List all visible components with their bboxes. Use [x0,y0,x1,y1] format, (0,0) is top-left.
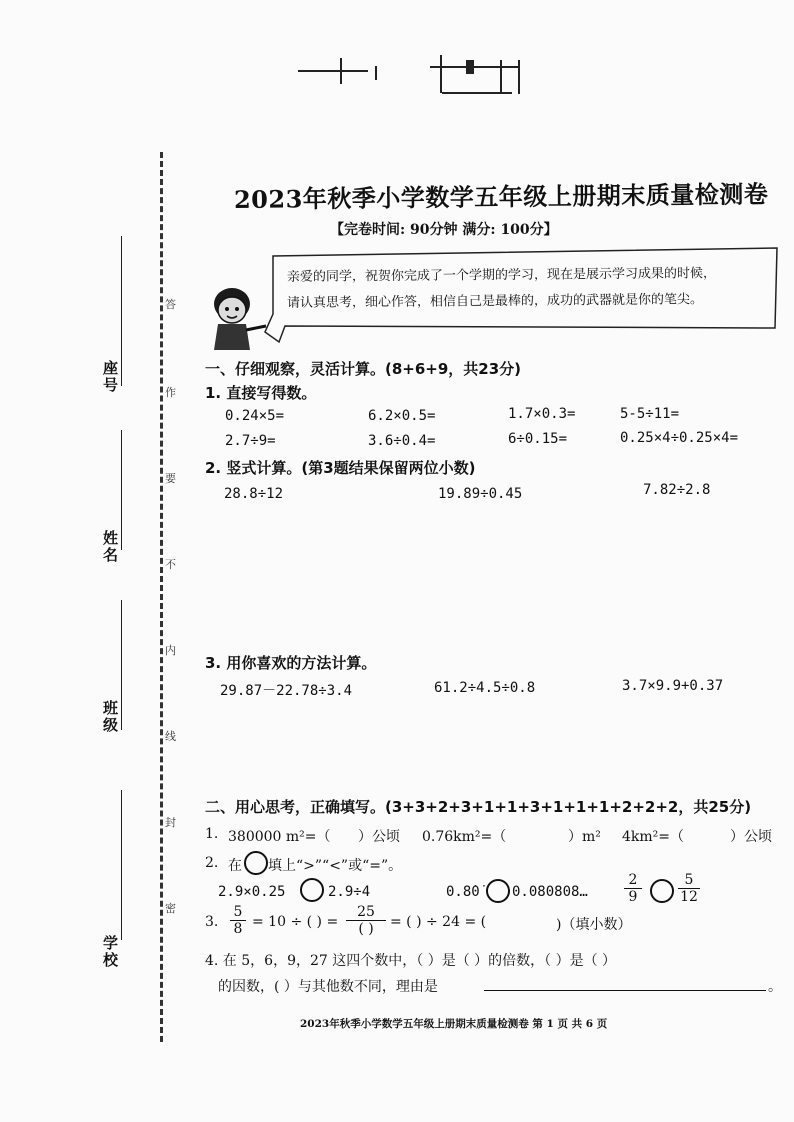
fraction-two-ninths [624,872,642,905]
q3-label: 3. 用你喜欢的方法计算。 [205,654,377,672]
s2-q3-eq2: = ( ) ÷ 24 = ( [390,914,487,930]
vertical-calc-item: 28.8÷12 [224,486,284,502]
compare-circle-icon[interactable] [650,879,674,903]
school-label: 学校 [101,935,119,969]
s2-q1-part3: 4km²=（ [622,829,685,845]
s2-q4-period: 。 [768,979,782,995]
compare-circle-icon [244,851,268,875]
vertical-calc-item: 7.82÷2.8 [643,482,711,498]
vertical-calc-item: 19.89÷0.45 [438,486,523,502]
q2-label: 2. 竖式计算。(第3题结果保留两位小数) [205,459,476,477]
s2-q1-part3-unit: ）公顷 [730,829,772,845]
s2-q2-post: 填上“>”“<”或“=”。 [268,858,403,874]
section2-heading: 二、用心思考，正确填写。(3+3+2+3+1+1+3+1+1+1+2+2+2，共25分) [205,798,752,816]
s2-q2-number: 2. [205,855,219,871]
compare-right: 0.080808… [512,884,588,900]
class-underline [121,600,122,730]
s2-q1-part2: 0.76km²=（ [422,829,507,845]
seal-char: 内 [165,644,176,657]
compare-circle-icon[interactable] [300,878,324,902]
seal-char: 线 [165,730,176,743]
compare-left: 2.9×0.25 [218,884,286,900]
fraction-numerator: 5 [678,872,700,889]
s2-q1-part1-unit: ）公顷 [358,829,400,845]
fraction-numerator: 2 [624,872,642,889]
fraction-denominator: 8 [233,921,243,937]
flexible-calc-item: 3.7×9.9+0.37 [622,678,724,694]
oral-item: 6.2×0.5= [368,408,436,424]
seal-char: 不 [165,558,176,571]
name-underline [121,430,122,550]
time-info: 【完卷时间: 90分钟 满分: 100分】 [330,222,558,238]
fraction-blank-denominator [346,904,386,937]
binding-dashed-line [160,152,163,1042]
fraction-five-eighths [230,904,246,937]
s2-q1-number: 1. [205,826,219,842]
flexible-calc-item: 61.2÷4.5÷0.8 [434,680,536,696]
fraction-five-twelfths [678,872,700,905]
page-footer: 2023年秋季小学数学五年级上册期末质量检测卷 第 1 页 共 6 页 [300,1018,608,1030]
boy-illustration-icon [200,280,272,352]
oral-item: 6÷0.15= [508,431,568,447]
seal-char: 封 [165,816,176,829]
flexible-calc-item: 29.87－22.78÷3.4 [220,683,353,699]
compare-right: 2.9÷4 [328,884,371,900]
fraction-numerator: 5 [230,904,246,921]
seal-char: 要 [165,472,176,485]
s2-q3-number: 3. [205,914,219,930]
s2-q3-eq1: = 10 ÷ ( ) = [252,914,339,930]
oral-item: 5-5÷11= [620,406,680,422]
fraction-denominator[interactable]: ( ) [358,921,374,937]
fraction-denominator: 12 [680,889,698,905]
section1-heading: 一、仔细观察，灵活计算。(8+6+9，共23分) [205,360,522,378]
oral-item: 0.24×5= [225,408,285,424]
seat-underline [121,236,122,386]
oral-item: 1.7×0.3= [508,406,576,422]
seal-char: 答 [165,298,176,311]
s2-q3-tail: )（填小数） [556,917,632,933]
oral-item: 0.25×4÷0.25×4= [620,430,739,446]
greeting-line-2: 请认真思考，细心作答，相信自己是最棒的，成功的武器就是你的笔尖。 [286,292,704,311]
fraction-numerator: 25 [346,904,386,921]
s2-q1-part1: 380000 m²=（ [228,829,331,845]
oral-item: 2.7÷9= [225,433,276,449]
s2-q1-part2-unit: ）m² [568,829,601,845]
page-title: 2023年秋季小学数学五年级上册期末质量检测卷 [233,179,769,214]
oral-item: 3.6÷0.4= [368,433,436,449]
seal-char: 作 [165,386,176,399]
seat-label: 座号 [101,360,119,394]
s2-q4-line2: 的因数，( ）与其他数不同，理由是 [218,979,438,995]
s2-q4-line1: 4. 在 5，6，9，27 这四个数中，（ ）是（ ）的倍数，（ ）是（ ） [205,953,617,969]
fraction-denominator: 9 [628,889,638,905]
school-underline [121,790,122,940]
compare-left: 0.8̇0̇ [446,884,480,900]
seal-char: 密 [165,902,176,915]
s2-q2-pre: 在 [228,858,242,874]
q1-label: 1. 直接写得数。 [205,384,317,402]
class-label: 班级 [101,700,119,734]
name-label: 姓名 [101,530,119,564]
greeting-line-1: 亲爱的同学，祝贺你完成了一个学期的学习，现在是展示学习成果的时候， [286,266,717,285]
answer-underline[interactable] [484,990,766,991]
compare-circle-icon[interactable] [486,879,510,903]
